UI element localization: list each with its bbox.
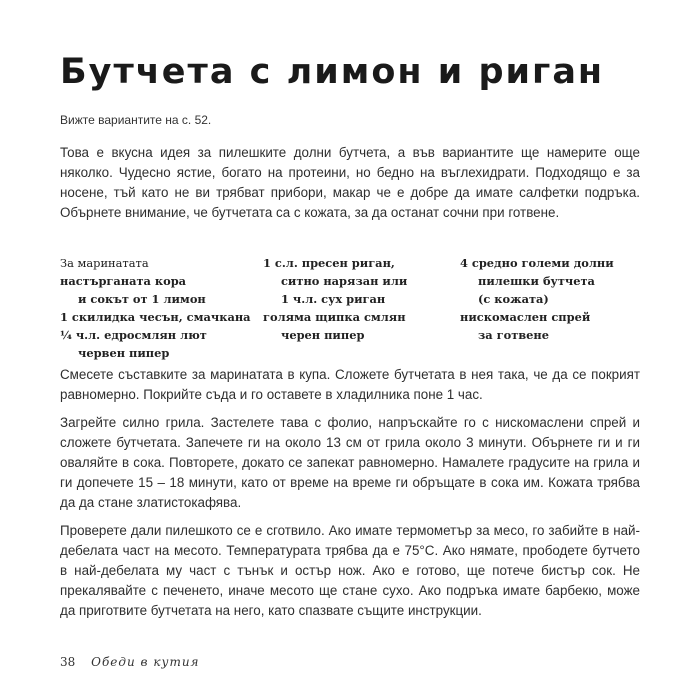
ingredient-item: за готвене [478, 328, 549, 342]
intro-paragraph: Това е вкусна идея за пилешките долни бутчета, а във вариантите ще намерите още няколко. Чудесно ястие, богато на протеини, но бедно на въглехидрати. Подходящо е за носене, тъй като не ви трябват прибори, макар че е добре да имате салфетки подръка. Обърнете внимание, че бутчетата са с кожата, за да останат сочни при готвене. [60, 145, 640, 220]
ingredient-item: и сокът от 1 лимон [78, 292, 206, 306]
method-step-2: Загрейте силно грила. Застелете тава с фолио, напръскайте го с нискомаслени спрей и сложете бутчетата. Запечете ги на около 13 см от грила около 3 минути. Обърнете ги и ги оваляйте в сока. Повторете, докато се запекат равномерно. Намалете градусите на грила и ги допечете 15 – 18 минути, като от време на време ги обръщате в сока им. Кожата трябва да да стане златистокафява. [60, 415, 640, 510]
ingredient-item: черен пипер [281, 328, 365, 342]
ingredient-item: 1 скилидка чесън, смачкана [60, 310, 251, 324]
ingredient-item: 1 с.л. пресен риган, [263, 256, 395, 270]
ingredient-item: ситно нарязан или [281, 274, 408, 288]
ingredient-item: пилешки бутчета [478, 274, 595, 288]
ingredients-column-2 [263, 254, 453, 344]
ingredients-column-1 [60, 254, 260, 362]
ingredient-item: нискомаслен спрей [460, 310, 591, 324]
ingredients-column-3 [460, 254, 650, 344]
method-step-1: Смесете съставките за маринатата в купа. Сложете бутчетата в нея така, че да се покрият равномерно. Покрийте съда и го оставете в хладилника поне 1 час. [60, 367, 640, 402]
method-step-3: Проверете дали пилешкото се е сготвило. Ако имате термометър за месо, го забийте в най-дебелата част на месото. Температурата трябва да е 75°C. Ако нямате, прободете бутчето в най-дебелата му част с тънък и остър нож. Ако е готово, ще потече бистър сок. Не прекалявайте с печенето, иначе месото ще стане сухо. Ако подръка имате барбекю, може да приготвите бутчетата на него, като спазвате същите инструкции. [60, 523, 640, 618]
page-footer [60, 655, 200, 669]
ingredient-item: настърганата кора [60, 274, 187, 288]
ingredient-item: (с кожата) [478, 292, 549, 306]
ingredient-item: голяма щипка смлян [263, 310, 406, 324]
variants-reference: Вижте вариантите на с. 52. [60, 113, 212, 127]
book-title: Обеди в кутия [91, 655, 200, 669]
ingredient-item: 4 средно големи долни [460, 256, 614, 270]
ingredient-item: ¼ ч.л. едросмлян лют [60, 328, 207, 342]
marinade-heading: За маринатата [60, 256, 149, 270]
ingredient-item: 1 ч.л. сух риган [281, 292, 386, 306]
recipe-title: Бутчета с лимон и риган [60, 52, 605, 92]
ingredient-item: червен пипер [78, 346, 170, 360]
page-number: 38 [60, 655, 76, 669]
